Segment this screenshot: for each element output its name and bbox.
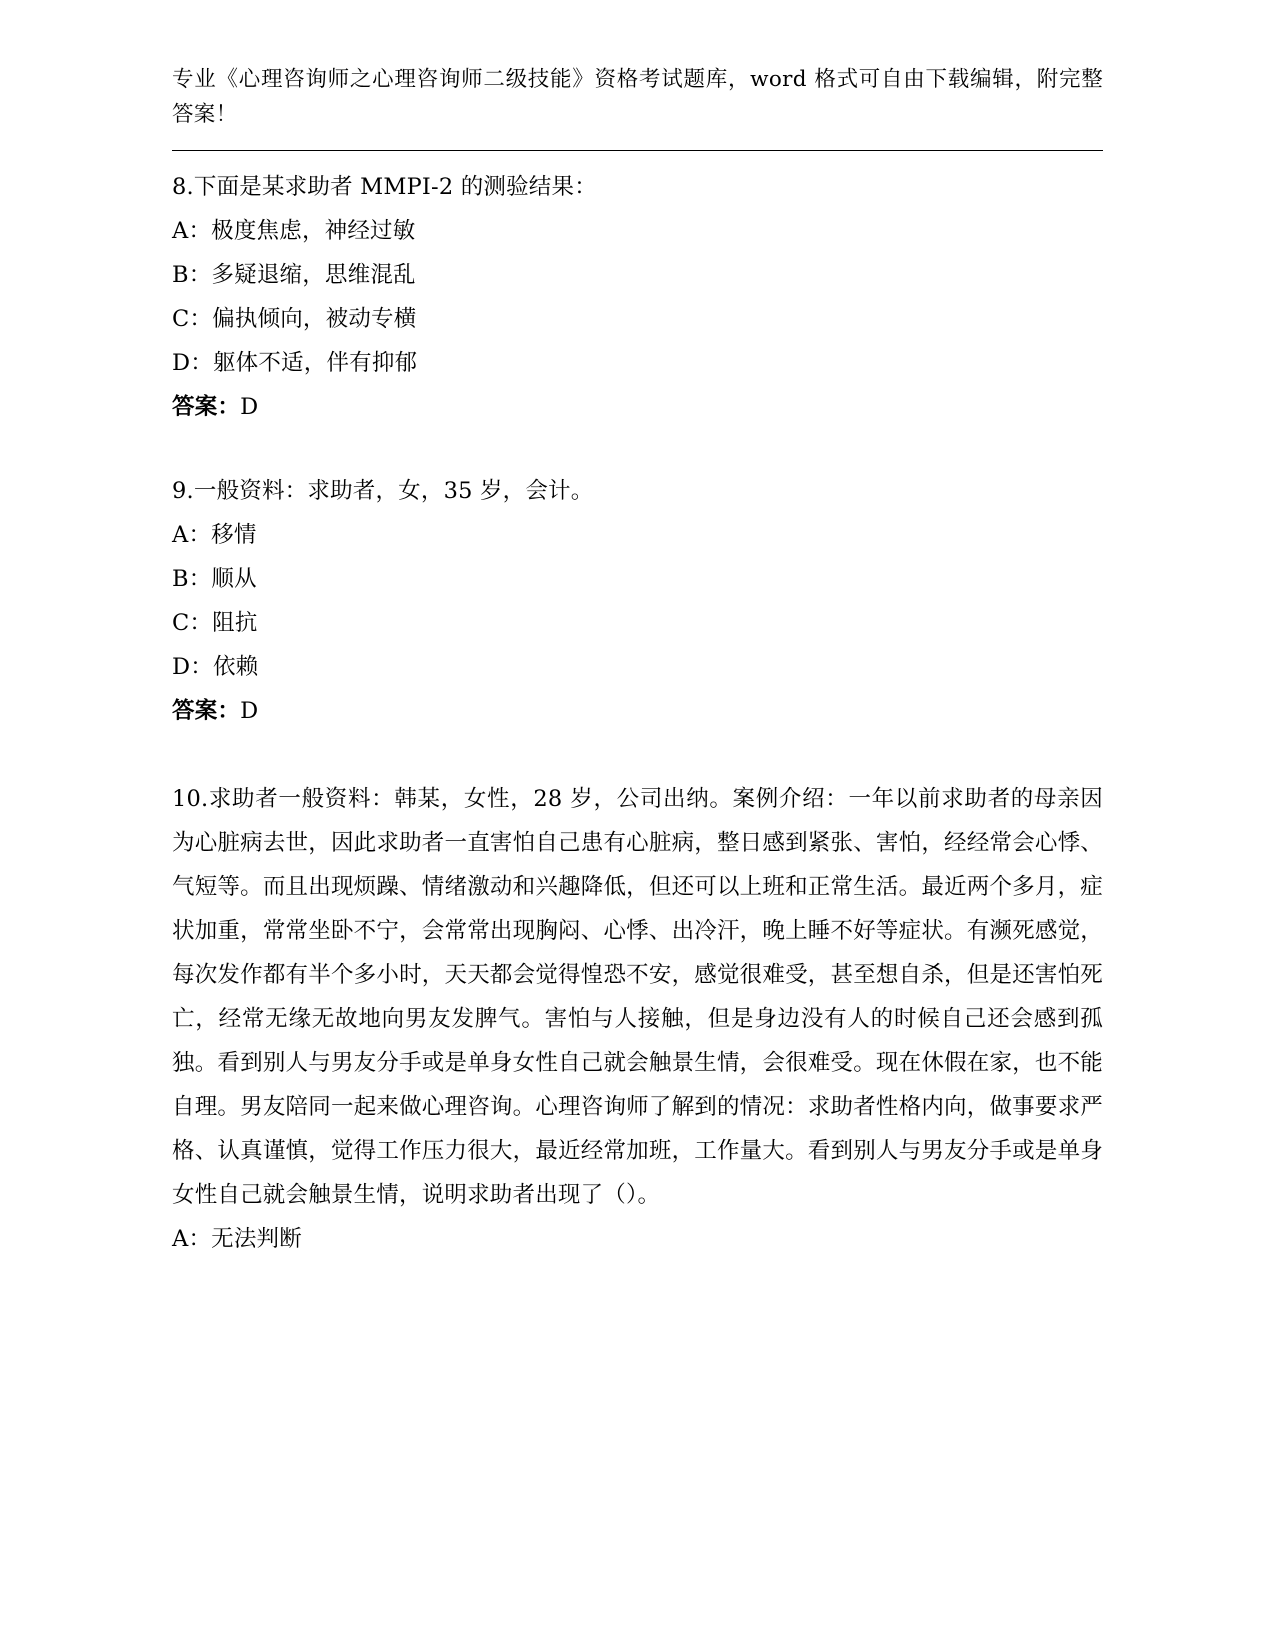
question-stem: 10.求助者一般资料：韩某，女性，28 岁，公司出纳。案例介绍：一年以前求助者的母亲因为心脏病去世，因此求助者一直害怕自己患有心脏病，整日感到紧张、害怕，经经常会心悸、气短等。而且出现烦躁、情绪激动和兴趣降低，但还可以上班和正常生活。最近两个多月，症状加重，常常坐卧不宁，会常常出现胸闷、心悸、出冷汗，晚上睡不好等症状。有濒死感觉，每次发作都有半个多小时，天天都会觉得惶恐不安，感觉很难受，甚至想自杀，但是还害怕死亡，经常无缘无故地向男友发脾气。害怕与人接触，但是身边没有人的时候自己还会感到孤独。看到别人与男友分手或是单身女性自己就会触景生情，会很难受。现在休假在家，也不能自理。男友陪同一起来做心理咨询。心理咨询师了解到的情况：求助者性格内向，做事要求严格、认真谨慎，觉得工作压力很大，最近经常加班，工作量大。看到别人与男友分手或是单身女性自己就会触景生情，说明求助者出现了（）。 xyxy=(172,786,1103,1208)
block-spacer xyxy=(172,733,1103,777)
question-option: D：躯体不适，伴有抑郁 xyxy=(172,350,418,376)
answer-line xyxy=(172,385,1103,429)
question-option: C：阻抗 xyxy=(172,610,258,636)
question-option: A：无法判断 xyxy=(172,1226,302,1252)
question-option: D：依赖 xyxy=(172,654,259,680)
question-option: A：极度焦虑，神经过敏 xyxy=(172,218,416,244)
question-option: C：偏执倾向，被动专横 xyxy=(172,306,417,332)
page-header: 专业《心理咨询师之心理咨询师二级技能》资格考试题库，word 格式可自由下载编辑，附完整答案！ xyxy=(172,67,1103,127)
question-stem: 8.下面是某求助者 MMPI-2 的测验结果： xyxy=(172,174,597,200)
answer-label: 答案： xyxy=(172,394,241,420)
question-block-10 xyxy=(172,777,1103,1261)
block-spacer xyxy=(172,429,1103,469)
question-option: A：移情 xyxy=(172,522,257,548)
question-option: B：顺从 xyxy=(172,566,257,592)
answer-line xyxy=(172,689,1103,733)
answer-value: D xyxy=(240,698,259,724)
question-stem: 9.一般资料：求助者，女，35 岁，会计。 xyxy=(172,478,594,504)
question-block-8 xyxy=(172,165,1103,429)
answer-value: D xyxy=(240,394,259,420)
header-divider xyxy=(172,150,1103,151)
question-option: B：多疑退缩，思维混乱 xyxy=(172,262,416,288)
question-block-9 xyxy=(172,469,1103,733)
answer-label: 答案： xyxy=(172,698,241,724)
